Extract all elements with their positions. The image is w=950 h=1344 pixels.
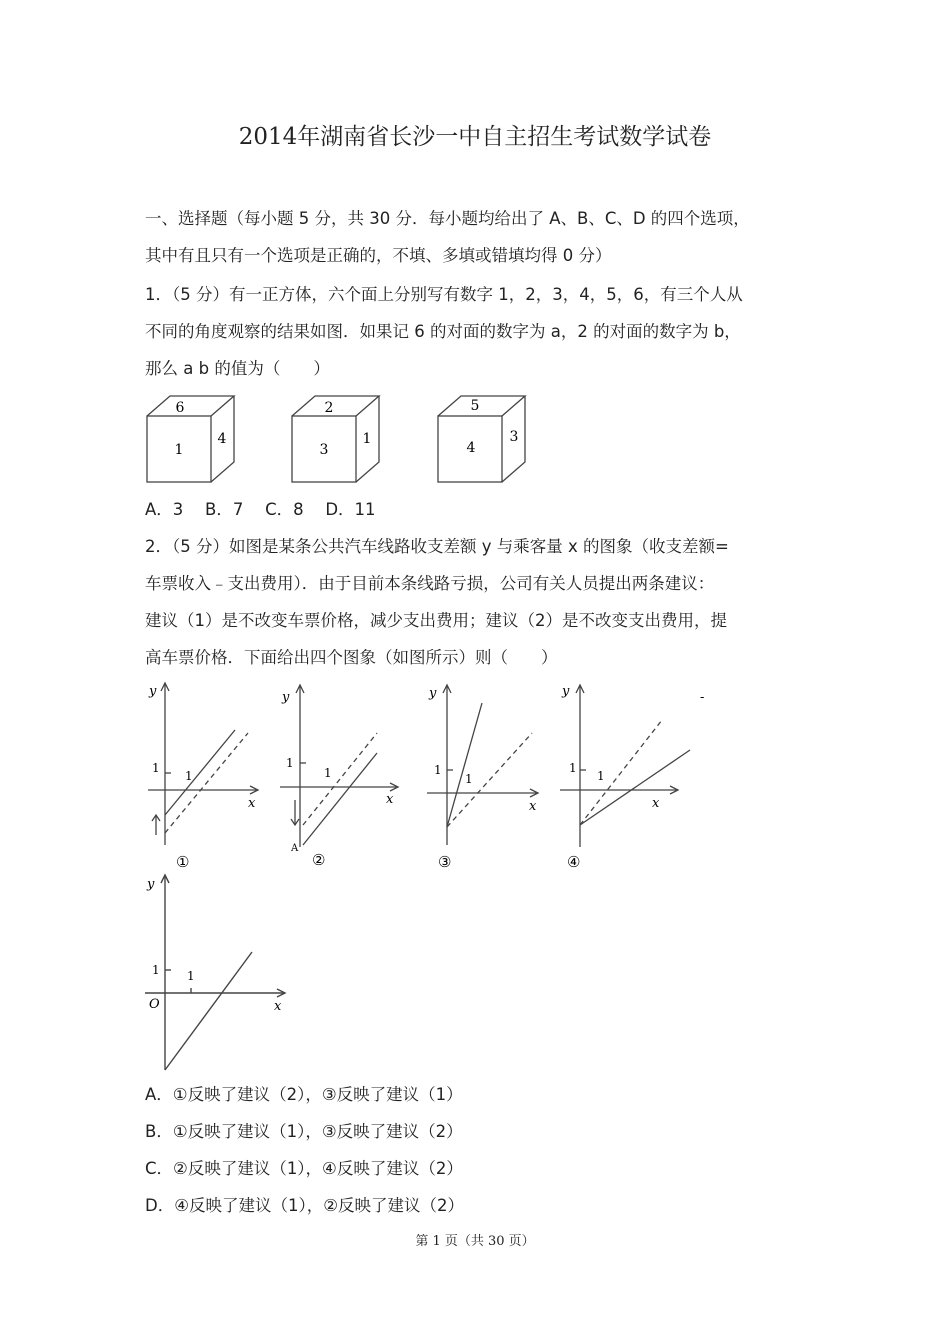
page-title: 2014年湖南省长沙一中自主招生考试数学试卷 [238,124,712,150]
graph-5-x-one: 1 [187,969,195,983]
graph-3-caption: ③ [438,853,452,871]
section-instructions [145,200,815,274]
question-1 [145,276,815,387]
section-line-1: 一、选择题（每小题 5 分，共 30 分．每小题均给出了 A、B、C、D 的四个选项， [145,209,750,228]
graph-2-y-one: 1 [286,756,294,770]
graph-2-x-one: 1 [324,766,332,780]
q1-line-3: 那么 a b 的值为（ ） [145,359,330,378]
graphs-row [140,675,730,875]
graph-3-x-one: 1 [465,772,473,786]
graph-3-y-one: 1 [434,763,442,777]
cube-1-top: 6 [175,400,185,416]
cube-3-side: 3 [509,429,519,445]
graph-5 [140,870,300,1075]
graph-2 [280,685,398,847]
graph-2-caption: ② [312,851,326,869]
graph-5-origin: O [149,997,160,1012]
q1-line-2: 不同的角度观察的结果如图．如果记 6 的对面的数字为 a，2 的对面的数字为 b， [145,322,741,341]
cubes-figure [140,390,540,490]
graph-1-x-label: x [248,796,256,811]
q2-option-b: B．①反映了建议（1），③反映了建议（2） [145,1122,463,1141]
q2-line-3: 建议（1）是不改变车票价格，减少支出费用；建议（2）是不改变支出费用，提 [145,611,727,630]
q2-option-a: A．①反映了建议（2），③反映了建议（1） [145,1085,463,1104]
graph-3-y-label: y [429,686,437,701]
graph-3 [427,685,538,845]
graph-2-y-label: y [282,690,290,705]
graph-2-point-label: A [291,843,299,854]
graph-4-y-one: 1 [569,761,577,775]
graph-1-y-one: 1 [152,761,160,775]
q2-line-1: 2．（5 分）如图是某条公共汽车线路收支差额 y 与乘客量 x 的图象（收支差额= [145,537,729,556]
q2-option-c: C．②反映了建议（1），④反映了建议（2） [145,1159,463,1178]
cube-1-side: 4 [217,431,227,447]
section-line-2: 其中有且只有一个选项是正确的，不填、多填或错填均得 0 分） [145,246,612,265]
graph-1-y-label: y [149,684,157,699]
question-2 [145,528,815,676]
graph-2-x-label: x [386,792,394,807]
q2-line-2: 车票收入﹣支出费用）．由于目前本条线路亏损，公司有关人员提出两条建议： [145,574,715,593]
graph-5-y-label: y [147,877,155,892]
graph-4-caption: ④ [567,853,581,871]
page-footer: 第 1 页（共 30 页） [415,1234,535,1249]
graph-3-x-label: x [529,799,537,814]
graph-4-x-label: x [652,796,660,811]
graph-4 [560,685,690,847]
cube-3-top: 5 [470,398,480,414]
cube-2-side: 1 [362,431,372,447]
graph-4-x-one: 1 [597,769,605,783]
graph-5-y-one: 1 [152,963,160,977]
q1-options: A．3 B．7 C．8 D．11 [145,500,376,519]
graph-5-x-label: x [274,999,282,1014]
q1-line-1: 1．（5 分）有一正方体，六个面上分别写有数字 1，2，3，4，5，6，有三个人从 [145,285,743,304]
q2-option-d: D．④反映了建议（1），②反映了建议（2） [145,1196,465,1215]
cube-2-top: 2 [324,400,334,416]
stray-dash-mark: - [700,690,705,705]
cube-2-front: 3 [319,442,329,458]
graph-1 [148,683,258,845]
graph-4-y-label: y [562,684,570,699]
graph-1-x-one: 1 [185,769,193,783]
cube-3-front: 4 [466,440,476,456]
q2-line-4: 高车票价格．下面给出四个图象（如图所示）则（ ） [145,648,558,667]
graph-1-caption: ① [176,853,190,871]
cube-1-front: 1 [174,442,184,458]
